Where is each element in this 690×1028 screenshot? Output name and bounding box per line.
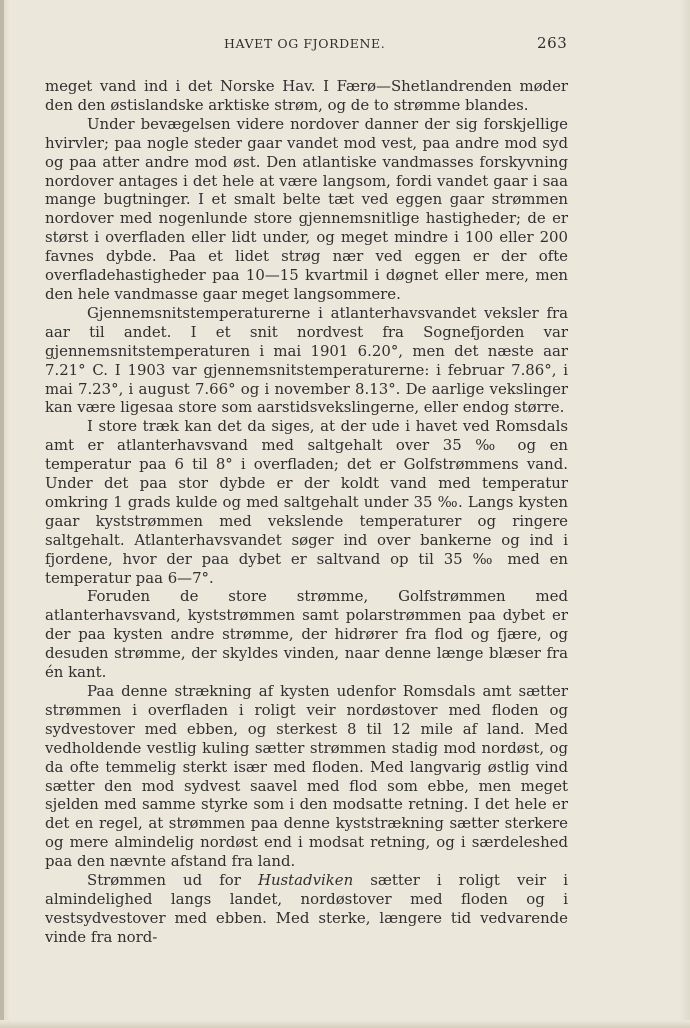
paragraph: Under bevægelsen videre nordover danner der sig forskjellige hvirvler; paa nogle steder gaar vandet mod vest, paa andre mod syd og paa atter andre mod øst. Den atlantiske vandmasses forskyvning nordover antages i det hele at være langsom, fordi vandet gaar i saa mange bugtninger. I et smalt belte tæt ved eggen gaar strømmen nordover med nogenlunde store gjennemsnitlige hastigheder; de er størst i overfladen eller lidt under, og meget mindre i 100 eller 200 favnes dybde. Paa et lidet strøg nær ved eggen er der ofte overfladehastigheder paa 10—15 kvartmil i døgnet eller mere, men den hele vandmasse gaar meget langsommere. [45,114,568,303]
paragraph [45,871,568,947]
paragraph: Foruden de store strømme, Golfstrømmen med atlanterhavsvand, kyststrømmen samt polarstrømmen paa dybet er der paa kysten andre strømme, der hidrører fra flod og fjære, og desuden strømme, der skyldes vinden, naar denne længe blæser fra én kant. [45,587,568,682]
paragraph-text: sætter i roligt veir i almindelighed langs landet, nordøstover med floden og i vestsydvestover med ebben. Med sterke, længere tid vedvarende vinde fra nord- [45,871,568,946]
body-text [45,77,568,947]
page-number: 263 [537,34,568,52]
paragraph-text: Strømmen ud for [87,871,241,890]
page-bottom-edge [0,1020,690,1028]
running-header [0,36,690,56]
paragraph: Paa denne strækning af kysten udenfor Romsdals amt sætter strømmen i overfladen i roligt veir nordøstover med floden og sydvestover med ebben, og sterkest 8 til 12 mile af land. Med vedholdende vestlig kuling sætter strømmen stadig mod nordøst, og da ofte temmelig sterkt især med floden. Med langvarig østlig vind sætter den mod sydvest saavel med flod som ebbe, men meget sjelden med samme styrke som i den modsatte retning. I det hele er det en regel, at strømmen paa denne kyststrækning sætter sterkere og mere almindelig nordøst end i modsat retning, og i særdeleshed paa den nævnte afstand fra land. [45,682,568,871]
running-title: HAVET OG FJORDENE. [224,36,386,51]
paragraph: Gjennemsnitstemperaturerne i atlanterhavsvandet veksler fra aar til andet. I et snit nordvest fra Sognefjorden var gjennemsnitstemperaturen i mai 1901 6.20°, men det næste aar 7.21° C. I 1903 var gjennemsnitstemperaturerne: i februar 7.86°, i mai 7.23°, i august 7.66° og i november 8.13°. De aarlige vekslinger kan være ligesaa store som aarstidsvekslingerne, eller endog større. [45,303,568,417]
paragraph: meget vand ind i det Norske Hav. I Færø—Shetlandrenden møder den den østislandske arktiske strøm, og de to strømme blandes. [45,77,568,114]
page-binding-edge [0,0,4,1028]
place-name-italic: Hustadviken [257,871,354,890]
paragraph: I store træk kan det da siges, at der ude i havet ved Romsdals amt er atlanterhavsvand med saltgehalt over 35 ‰ og en temperatur paa 6 til 8° i overfladen; det er Golfstrømmens vand. Under det paa stor dybde er der koldt vand med temperatur omkring 1 grads kulde og med saltgehalt under 35 ‰. Langs kysten gaar kyststrømmen med vekslende temperaturer og ringere saltgehalt. Atlanterhavsvandet søger ind over bankerne og ind i fjordene, hvor der paa dybet er saltvand op til 35 ‰ med en temperatur paa 6—7°. [45,417,568,587]
